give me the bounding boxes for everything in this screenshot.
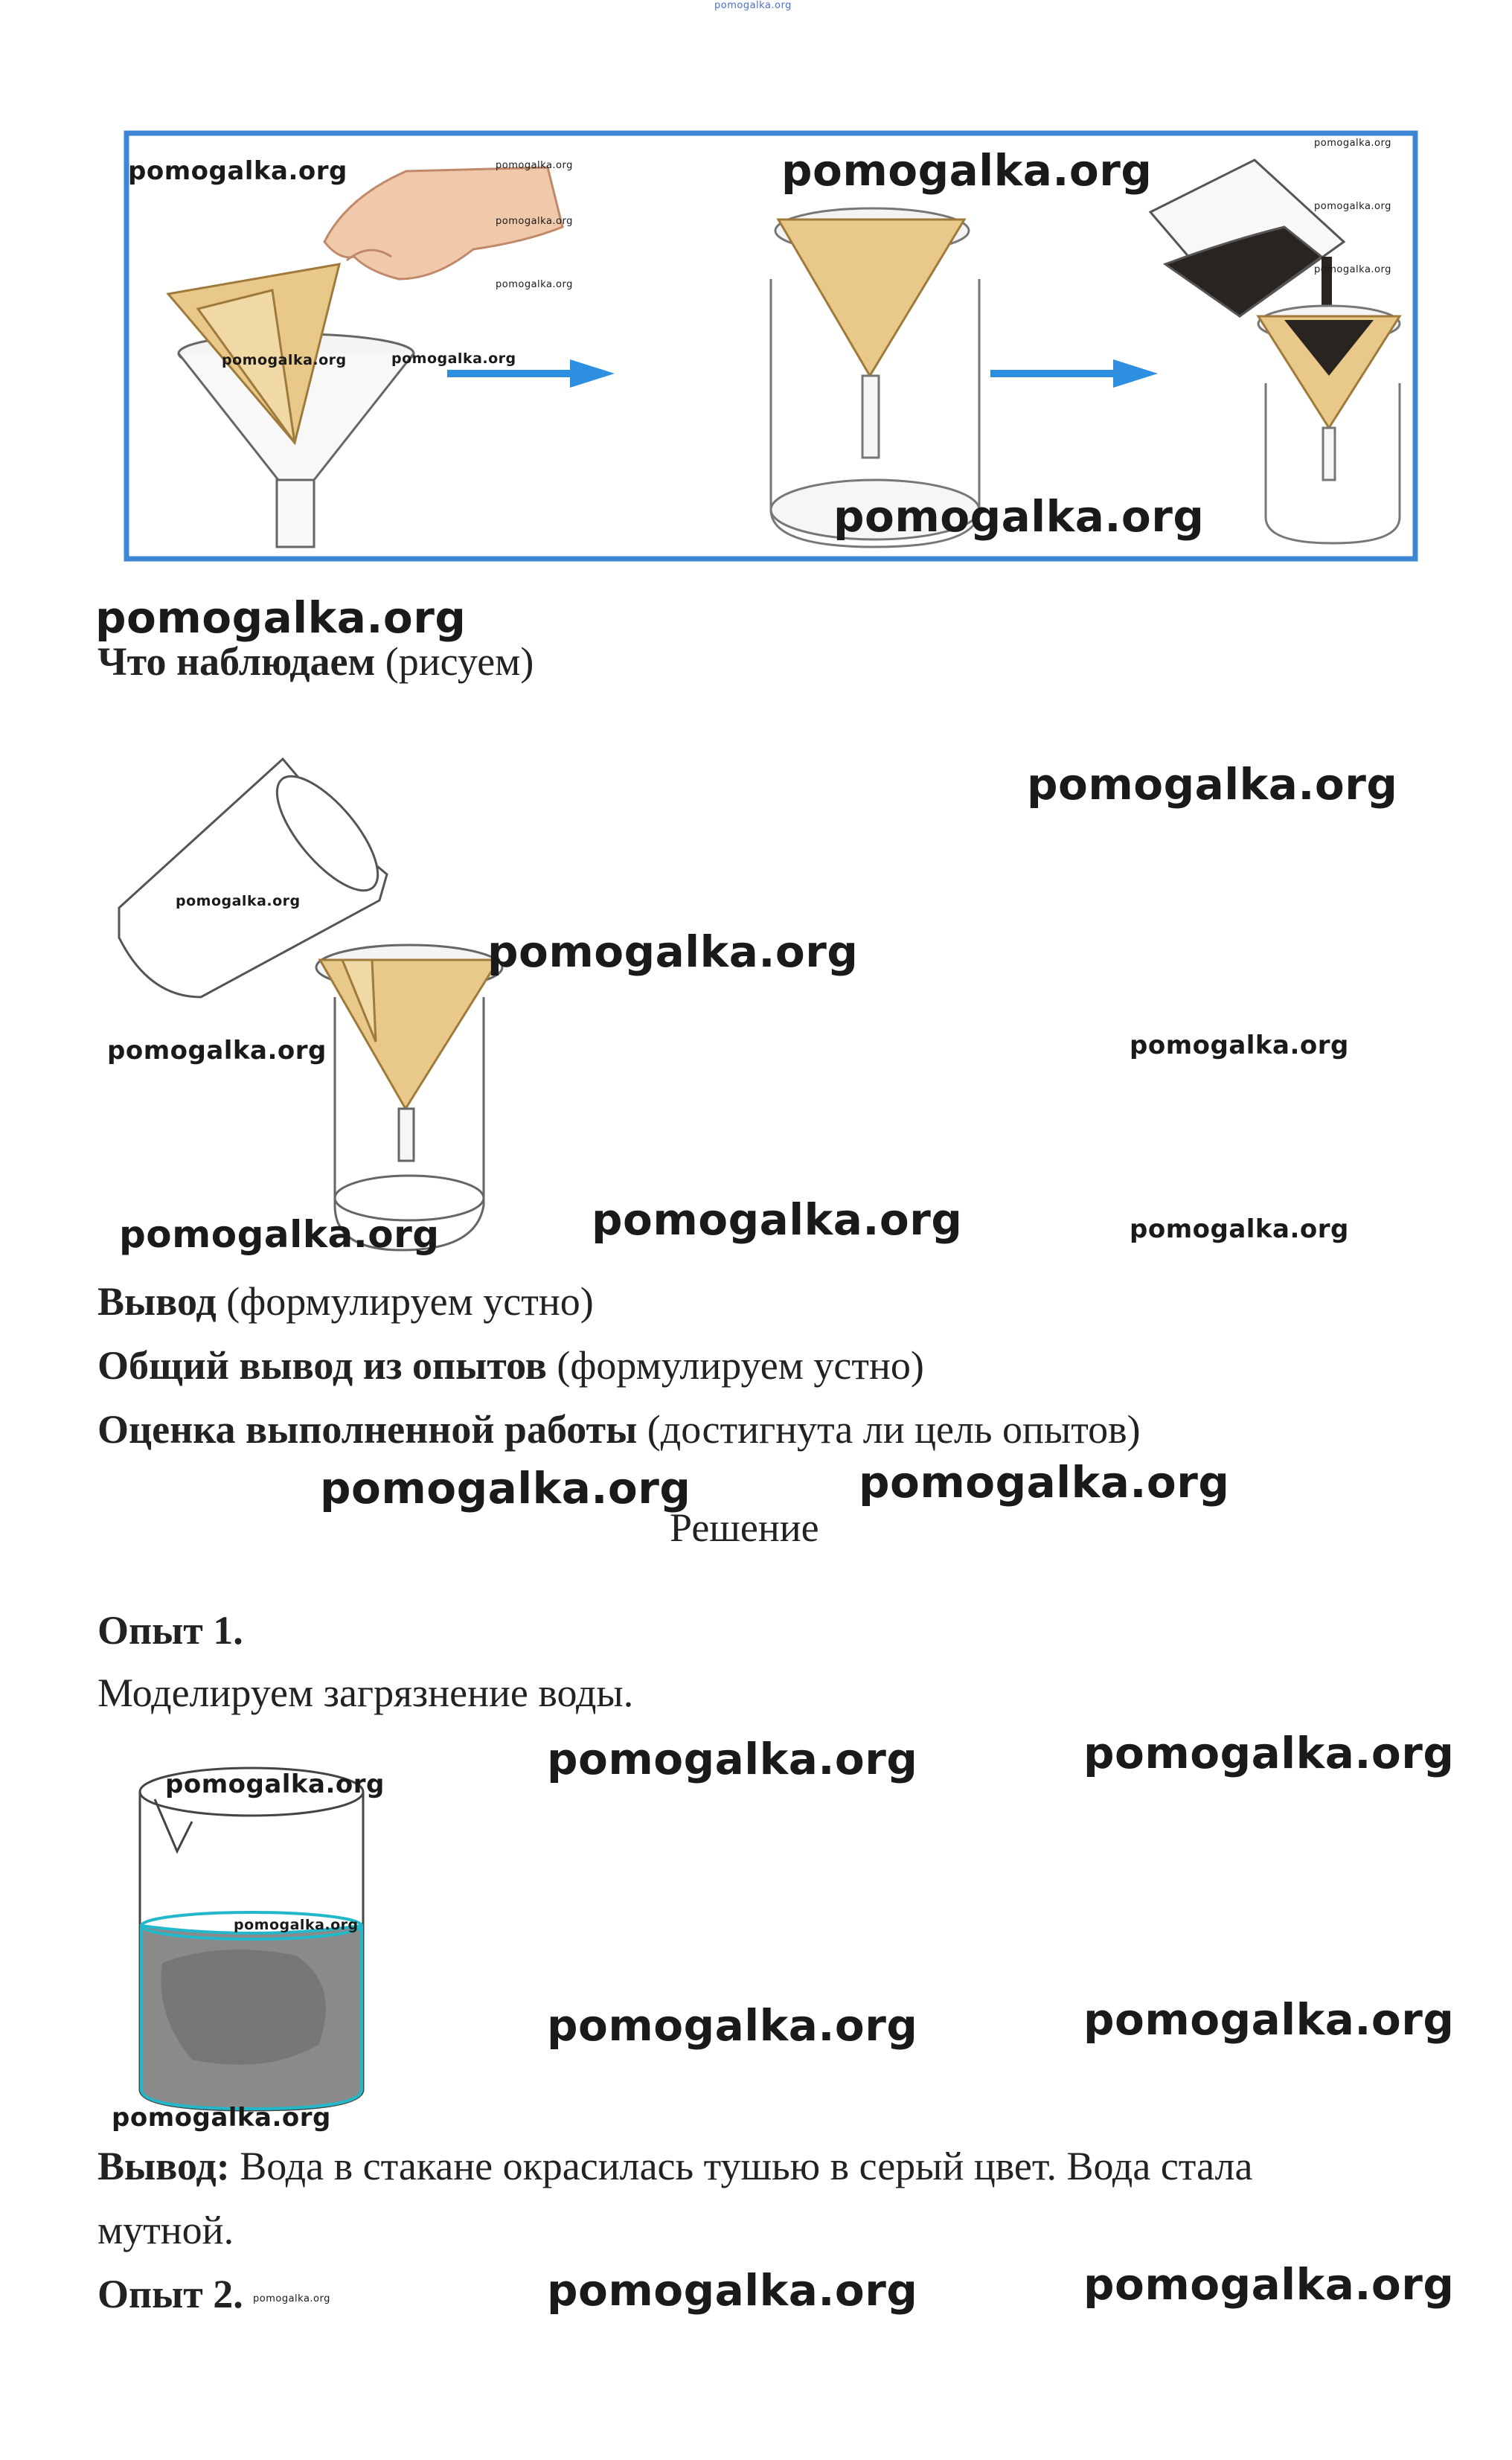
watermark: pomogalka.org	[128, 156, 347, 186]
watermark: pomogalka.org	[1027, 759, 1398, 810]
solution-heading: Решение	[670, 1505, 819, 1550]
glass-with-filter	[316, 945, 502, 1250]
watermark: pomogalka.org	[112, 2103, 331, 2133]
watermark: pomogalka.org	[487, 926, 859, 977]
watermark: pomogalka.org	[496, 279, 573, 290]
watermark: pomogalka.org	[496, 160, 573, 171]
watermark: pomogalka.org	[1083, 1728, 1455, 1778]
watermark: pomogalka.org	[1314, 264, 1391, 275]
watermark: pomogalka.org	[222, 352, 347, 368]
watermark: pomogalka.org	[253, 2293, 330, 2304]
watermark: pomogalka.org	[119, 1213, 440, 1256]
watermark: pomogalka.org	[781, 145, 1153, 196]
watermark: pomogalka.org	[833, 491, 1205, 542]
watermark: pomogalka.org	[592, 1194, 963, 1245]
conclusion-heading: Вывод (формулируем устно)	[97, 1279, 594, 1324]
beaker-and-funnel-drawing	[104, 744, 551, 1280]
watermark: pomogalka.org	[391, 350, 516, 367]
watermark: pomogalka.org	[1314, 201, 1391, 212]
watermark: pomogalka.org	[1130, 1214, 1349, 1244]
experiment-2-title: Опыт 2.	[97, 2272, 243, 2316]
experiment-1-text: Моделируем загрязнение воды.	[97, 1671, 634, 1715]
glass-with-murky-water-drawing	[132, 1762, 378, 2119]
watermark: pomogalka.org	[1083, 1994, 1455, 2045]
watermark: pomogalka.org	[1314, 138, 1391, 149]
watermark: pomogalka.org	[1083, 2259, 1455, 2310]
watermark: pomogalka.org	[234, 1917, 359, 1933]
observe-heading: Что наблюдаем (рисуем)	[97, 639, 534, 684]
evaluation-heading: Оценка выполненной работы (достигнута ли цель опытов)	[97, 1407, 1141, 1452]
watermark: pomogalka.org	[95, 592, 467, 643]
watermark: pomogalka.org	[165, 1769, 385, 1799]
filtration-steps-drawing	[124, 130, 1418, 562]
general-conclusion-heading: Общий вывод из опытов (формулируем устно)	[97, 1343, 924, 1388]
watermark: pomogalka.org	[496, 216, 573, 227]
watermark: pomogalka.org	[547, 2000, 918, 2051]
filtration-steps-illustration	[124, 130, 1418, 562]
watermark: pomogalka.org	[107, 1036, 327, 1066]
watermark: pomogalka.org	[1130, 1031, 1349, 1060]
experiment-1-title: Опыт 1.	[97, 1608, 243, 1653]
experiment-1-conclusion: Вывод: Вода в стакане окрасилась тушью в серый цвет. Вода стала	[97, 2144, 1253, 2188]
watermark: pomogalka.org	[547, 1734, 918, 1784]
watermark: pomogalka.org	[859, 1457, 1230, 1508]
experiment-1-conclusion-cont: мутной.	[97, 2208, 234, 2252]
watermark: pomogalka.org	[320, 1463, 691, 1514]
watermark: pomogalka.org	[176, 893, 301, 909]
watermark: pomogalka.org	[547, 2265, 918, 2316]
watermark: pomogalka.org	[714, 0, 792, 11]
